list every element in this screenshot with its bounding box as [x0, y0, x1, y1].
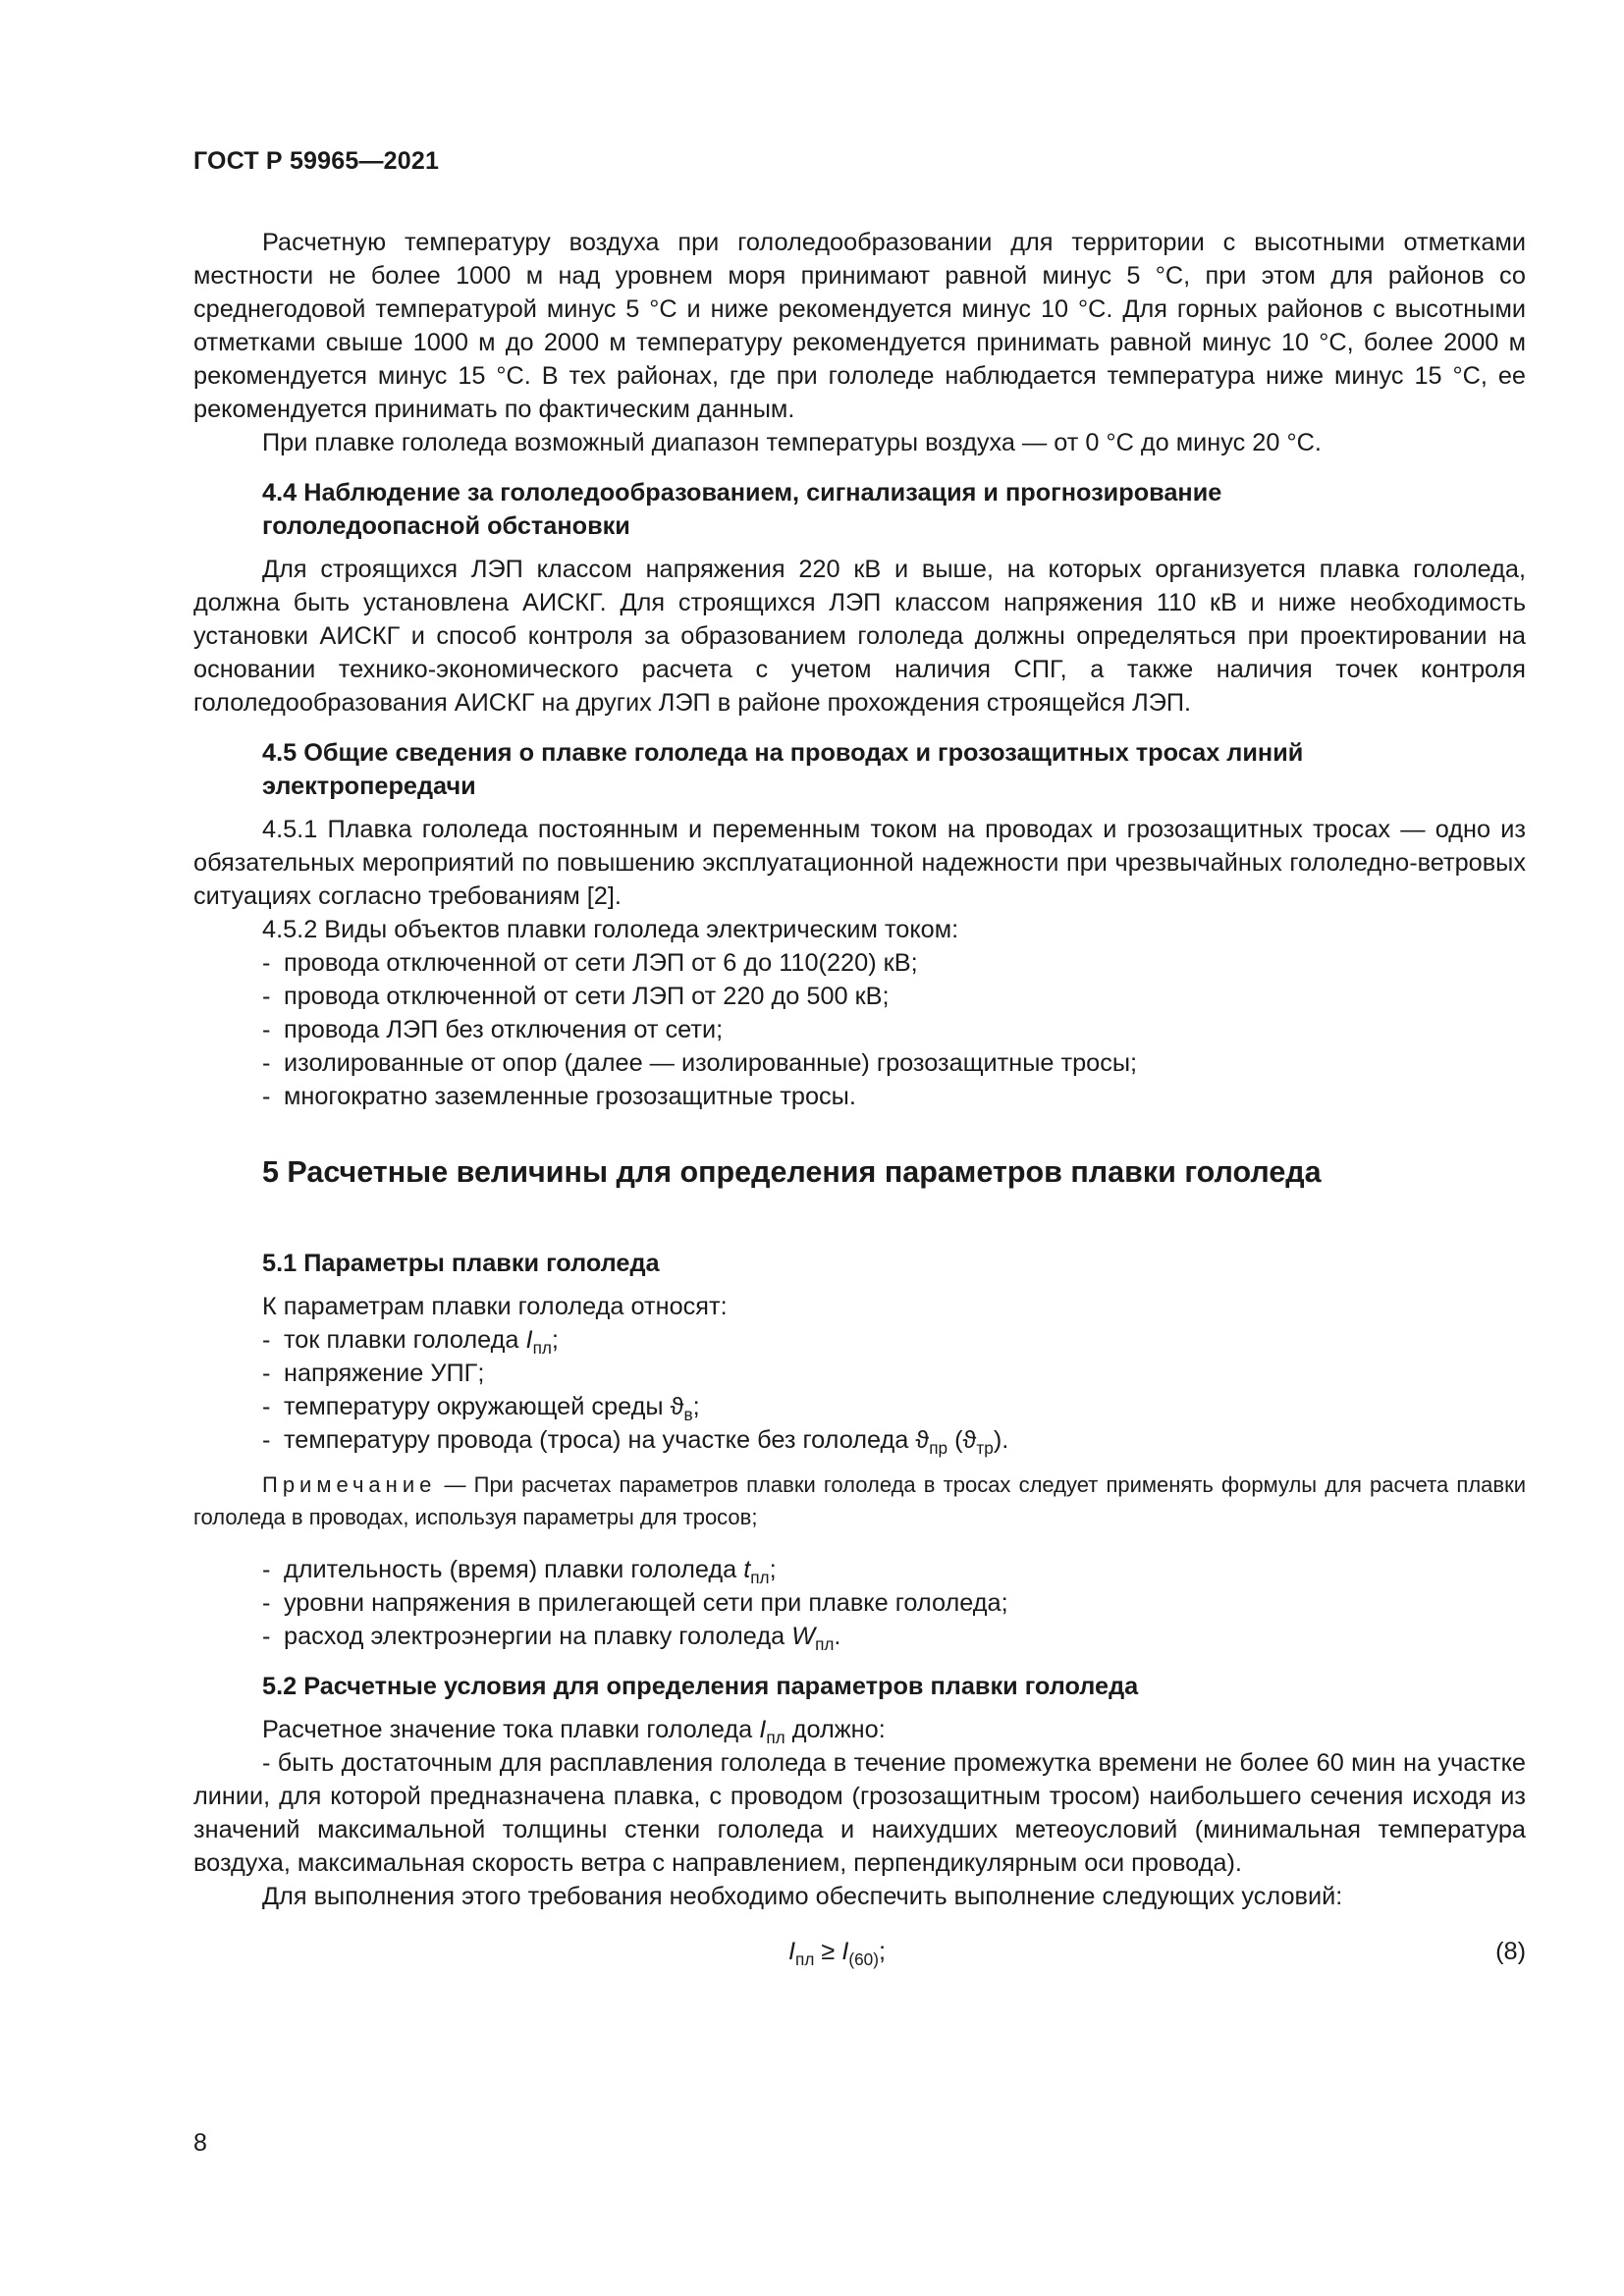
- section-4-5-title-line1: 4.5 Общие сведения о плавке гололеда на проводах и грозозащитных тросах линий: [262, 739, 1304, 767]
- section-5-2-paragraph-2: - быть достаточным для расплавления гололеда в течение промежутка времени не более 60 мин на участке линии, для которой предназначена плавка, с проводом (грозозащитным тросом) наибольшего сечения исходя из значений максимальной толщины стенки гололеда и наихудших метеоусловий (минимальная температура воздуха, максимальная скорость ветра с направлением, перпендикулярным оси провода).: [193, 1749, 1526, 1877]
- formula-number: (8): [1495, 1938, 1526, 1965]
- section-5-title: 5 Расчетные величины для определения параметров плавки гололеда: [262, 1155, 1322, 1189]
- formula-8: [193, 1935, 1526, 1986]
- document-code: ГОСТ Р 59965—2021: [193, 147, 440, 175]
- intro-paragraph-1: Расчетную температуру воздуха при гололедообразовании для территории с высотными отметками местности не более 1000 м над уровнем моря принимают равной минус 5 °C, при этом для районов со среднегодовой температурой минус 5 °C и ниже рекомендуется минус 10 °C. Для горных районов с высотными отметками свыше 1000 м до 2000 м температуру рекомендуется принимать равной минус 10 °C, более 2000 м рекомендуется минус 15 °C. В тех районах, где при гололеде наблюдается температура ниже минус 15 °C, ее рекомендуется принимать по фактическим данным.: [193, 229, 1526, 423]
- list-item: - длительность (время) плавки гололеда $t_{пл}$;: [262, 1556, 777, 1587]
- objects-list: [193, 946, 1526, 1113]
- parameters-list: [193, 1323, 1526, 1457]
- section-4-4-title: [193, 476, 1526, 543]
- section-4-4-title-line2: гололедоопасной обстановки: [262, 512, 630, 540]
- list-item: - изолированные от опор (далее — изолированные) грозозащитные тросы;: [262, 1049, 1138, 1077]
- list-item: - расход электроэнергии на плавку гололеда $W_{пл}$.: [262, 1623, 841, 1654]
- note-label: Примечание: [262, 1472, 437, 1497]
- section-4-4-paragraph: Для строящихся ЛЭП классом напряжения 220 кВ и выше, на которых организуется плавка гололеда, должна быть установлена АИСКГ. Для строящихся ЛЭП классом напряжения 110 кВ и ниже необходимость установки АИСКГ и способ контроля за образованием гололеда должны определяться при проектировании на основании технико-экономического расчета с учетом наличия СПГ, а также наличия точек контроля гололедообразования АИСКГ на других ЛЭП в районе прохождения строящейся ЛЭП.: [193, 556, 1526, 717]
- note-text: — При расчетах параметров плавки гололеда в тросах следует применять формулы для расчета плавки гололеда в проводах, используя параметры для тросов;: [193, 1472, 1526, 1529]
- section-5-1-intro: К параметрам плавки гололеда относят:: [262, 1293, 728, 1320]
- list-item: - провода отключенной от сети ЛЭП от 220 до 500 кВ;: [262, 983, 890, 1010]
- list-item: - температуру окружающей среды $ϑ_в$;: [262, 1393, 700, 1424]
- section-5-1-title: 5.1 Параметры плавки гололеда: [262, 1250, 660, 1277]
- list-item: - напряжение УПГ;: [262, 1360, 485, 1387]
- list-item: - провода ЛЭП без отключения от сети;: [262, 1016, 724, 1043]
- list-item: - многократно заземленные грозозащитные тросы.: [262, 1083, 856, 1110]
- section-5-2-paragraph-1: Расчетное значение тока плавки гололеда $I_{пл}$ должно:: [262, 1716, 886, 1747]
- list-item: - температуру провода (троса) на участке без гололеда $ϑ_{пр}$ $(ϑ_{тр})$.: [262, 1426, 1009, 1458]
- intro-paragraph-2: При плавке гололеда возможный диапазон температуры воздуха — от 0 °C до минус 20 °C.: [262, 429, 1322, 456]
- list-item: - ток плавки гололеда $I_{пл}$;: [262, 1326, 559, 1358]
- formula-expression: $I_{пл} \ge I_{(60)}$;: [788, 1938, 886, 1969]
- clause-4-5-1: 4.5.1 Плавка гололеда постоянным и переменным током на проводах и грозозащитных тросах — одно из обязательных мероприятий по повышению эксплуатационной надежности при чрезвычайных гололедно-ветровых ситуациях согласно требованиям [2].: [193, 816, 1526, 910]
- section-4-5-title: [193, 736, 1526, 803]
- parameters-list-continued: [193, 1553, 1526, 1653]
- section-5-2-paragraph-3: Для выполнения этого требования необходимо обеспечить выполнение следующих условий:: [262, 1883, 1343, 1910]
- list-item: - уровни напряжения в прилегающей сети при плавке гололеда;: [262, 1589, 1008, 1617]
- note: [193, 1468, 1526, 1533]
- list-item: - провода отключенной от сети ЛЭП от 6 до 110(220) кВ;: [262, 949, 918, 977]
- page-number: 8: [193, 2129, 207, 2157]
- page-body: [193, 226, 1526, 1986]
- clause-4-5-2: 4.5.2 Виды объектов плавки гололеда электрическим током:: [262, 916, 959, 943]
- section-4-4-title-line1: 4.4 Наблюдение за гололедообразованием, сигнализация и прогнозирование: [262, 479, 1222, 507]
- section-5-2-title: 5.2 Расчетные условия для определения параметров плавки гололеда: [262, 1673, 1139, 1700]
- section-4-5-title-line2: электропередачи: [262, 773, 476, 800]
